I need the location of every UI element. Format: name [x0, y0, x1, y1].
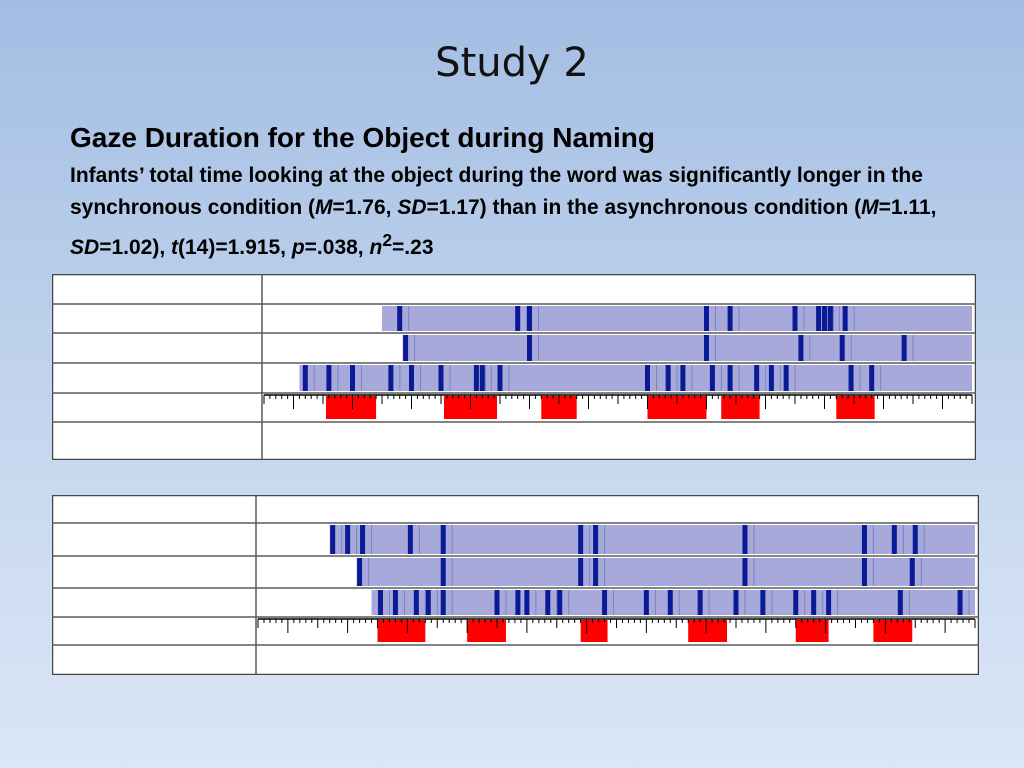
chart-2-row-mouth-mark	[593, 558, 598, 586]
chart-2-row-object-synchronous-mark	[734, 590, 739, 615]
body-text-1: Infants’ total time looking at the object during the word was significantly longer in the synchronous condition (	[70, 164, 923, 219]
chart-2-row-tano-spoken-segment	[796, 620, 829, 642]
chart-1-row-head-mark	[822, 306, 827, 331]
mean-symbol-2: M	[861, 196, 879, 219]
results-paragraph	[70, 160, 970, 264]
eta-symbol: n	[369, 236, 383, 259]
chart-2-row-object-synchronous-mark	[760, 590, 765, 615]
body-text-5: =1.02),	[99, 236, 171, 259]
chart-2-row-object-synchronous-mark	[668, 590, 673, 615]
chart-1-row-head-mark	[515, 306, 520, 331]
chart-1-row-mouth-mark	[840, 335, 845, 361]
mean-symbol: M	[315, 196, 333, 219]
chart-2-row-mouth-mark	[742, 558, 747, 586]
chart-2-row-head-mark	[408, 525, 413, 554]
chart-2-row-head-fill	[330, 525, 975, 554]
chart-1-row-object-asynchronous-mark	[728, 365, 733, 391]
chart-1-row-mouth-mark	[704, 335, 709, 361]
timeline-panel-seg4	[52, 495, 979, 675]
chart-2-row-object-synchronous-mark	[644, 590, 649, 615]
chart-2-row-object-synchronous-mark	[378, 590, 383, 615]
chart-1-row-object-asynchronous-mark	[388, 365, 393, 391]
chart-2-row-head-mark	[330, 525, 335, 554]
body-text-6: (14)=1.915,	[178, 236, 292, 259]
chart-1-row-head-mark	[704, 306, 709, 331]
chart-1-row-object-asynchronous-mark	[869, 365, 874, 391]
chart-2-row-object-synchronous-mark	[414, 590, 419, 615]
chart-1-row-gepi-spoken-segment	[326, 396, 376, 419]
chart-1-row-object-asynchronous-mark	[474, 365, 479, 391]
chart-1-row-head-mark	[397, 306, 402, 331]
chart-2-row-mouth-mark	[910, 558, 915, 586]
chart-1-row-mouth-fill	[403, 335, 972, 361]
chart-2-row-tano-spoken-segment	[467, 620, 506, 642]
chart-2-row-object-synchronous-mark	[698, 590, 703, 615]
slide-title: Study 2	[435, 40, 589, 86]
chart-2-row-object-synchronous-mark	[826, 590, 831, 615]
chart-1-row-object-asynchronous-mark	[784, 365, 789, 391]
chart-2-row-head-mark	[360, 525, 365, 554]
chart-1-row-head-mark	[728, 306, 733, 331]
chart-1-row-object-asynchronous-mark	[439, 365, 444, 391]
chart-2-row-tano-spoken-segment	[378, 620, 426, 642]
chart-2-row-object-synchronous-mark	[557, 590, 562, 615]
chart-1-row-head-mark	[527, 306, 532, 331]
chart-2-row-object-synchronous-mark	[426, 590, 431, 615]
chart-1-row-object-asynchronous-mark	[680, 365, 685, 391]
chart-2-row-tano-spoken-segment	[581, 620, 608, 642]
chart-2-row-head-mark	[892, 525, 897, 554]
body-text-4: =1.11,	[878, 196, 937, 219]
chart-2-row-object-synchronous-fill	[372, 590, 975, 615]
chart-1-row-object-asynchronous-mark	[710, 365, 715, 391]
chart-2-row-object-synchronous-mark	[524, 590, 529, 615]
p-symbol: p	[291, 236, 305, 259]
sd-symbol: SD	[397, 196, 427, 219]
chart-1-row-gepi-spoken-segment	[721, 396, 759, 419]
chart-2-row-head-mark	[862, 525, 867, 554]
timeline-chart-seg4	[52, 495, 979, 675]
body-text-2: =1.76,	[332, 196, 398, 219]
chart-1-row-object-asynchronous-mark	[666, 365, 671, 391]
timeline-chart-seg2	[52, 274, 976, 460]
chart-2-row-object-synchronous-mark	[602, 590, 607, 615]
chart-1-row-object-asynchronous-mark	[849, 365, 854, 391]
chart-1-row-head-mark	[793, 306, 798, 331]
chart-2-row-head-mark	[593, 525, 598, 554]
chart-1-row-mouth-mark	[902, 335, 907, 361]
chart-1-row-object-asynchronous-mark	[303, 365, 308, 391]
chart-1-row-gepi-spoken-segment	[836, 396, 874, 419]
chart-2-row-head-mark	[345, 525, 350, 554]
chart-1-row-head-fill	[382, 306, 972, 331]
chart-2-row-object-synchronous-mark	[515, 590, 520, 615]
chart-2-row-head-mark	[913, 525, 918, 554]
chart-2-row-object-synchronous-mark	[898, 590, 903, 615]
chart-2-row-head-mark	[742, 525, 747, 554]
chart-2-row-mouth-fill	[357, 558, 975, 586]
chart-1-row-head-mark	[816, 306, 821, 331]
chart-1-row-object-asynchronous-mark	[326, 365, 331, 391]
chart-1-row-mouth-mark	[798, 335, 803, 361]
chart-1-row-object-asynchronous-mark	[498, 365, 503, 391]
chart-2-row-mouth-mark	[578, 558, 583, 586]
chart-2-row-object-synchronous-mark	[793, 590, 798, 615]
chart-2-row-mouth-mark	[862, 558, 867, 586]
body-text-7: =.038,	[304, 236, 370, 259]
chart-1-row-head-mark	[828, 306, 833, 331]
section-heading: Gaze Duration for the Object during Naming	[70, 122, 655, 153]
chart-1-row-mouth-mark	[527, 335, 532, 361]
chart-2-row-tano-spoken-segment	[873, 620, 912, 642]
chart-2-row-mouth-mark	[357, 558, 362, 586]
chart-2-row-object-synchronous-mark	[958, 590, 963, 615]
eta-superscript: 2	[382, 230, 393, 250]
chart-2-row-object-synchronous-mark	[495, 590, 500, 615]
body-text-3: =1.17) than in the asynchronous condition (	[426, 196, 862, 219]
chart-2-row-object-synchronous-mark	[811, 590, 816, 615]
chart-1-row-head-mark	[843, 306, 848, 331]
chart-1-row-object-asynchronous-mark	[480, 365, 485, 391]
chart-2-row-head-mark	[578, 525, 583, 554]
chart-1-row-object-asynchronous-mark	[350, 365, 355, 391]
chart-2-row-object-synchronous-mark	[441, 590, 446, 615]
t-symbol: t	[171, 236, 178, 259]
timeline-panel-seg2	[52, 274, 976, 460]
chart-1-row-object-asynchronous-mark	[409, 365, 414, 391]
sd-symbol-2: SD	[70, 236, 100, 259]
chart-2-row-mouth-mark	[441, 558, 446, 586]
chart-2-row-object-synchronous-mark	[393, 590, 398, 615]
chart-1-row-object-asynchronous-mark	[645, 365, 650, 391]
chart-2-row-object-synchronous-mark	[545, 590, 550, 615]
chart-1-row-object-asynchronous-mark	[769, 365, 774, 391]
body-text-8: =.23	[392, 236, 434, 259]
chart-1-row-mouth-mark	[403, 335, 408, 361]
chart-2-row-tano-spoken-segment	[688, 620, 727, 642]
chart-1-row-object-asynchronous-mark	[754, 365, 759, 391]
chart-2-row-head-mark	[441, 525, 446, 554]
